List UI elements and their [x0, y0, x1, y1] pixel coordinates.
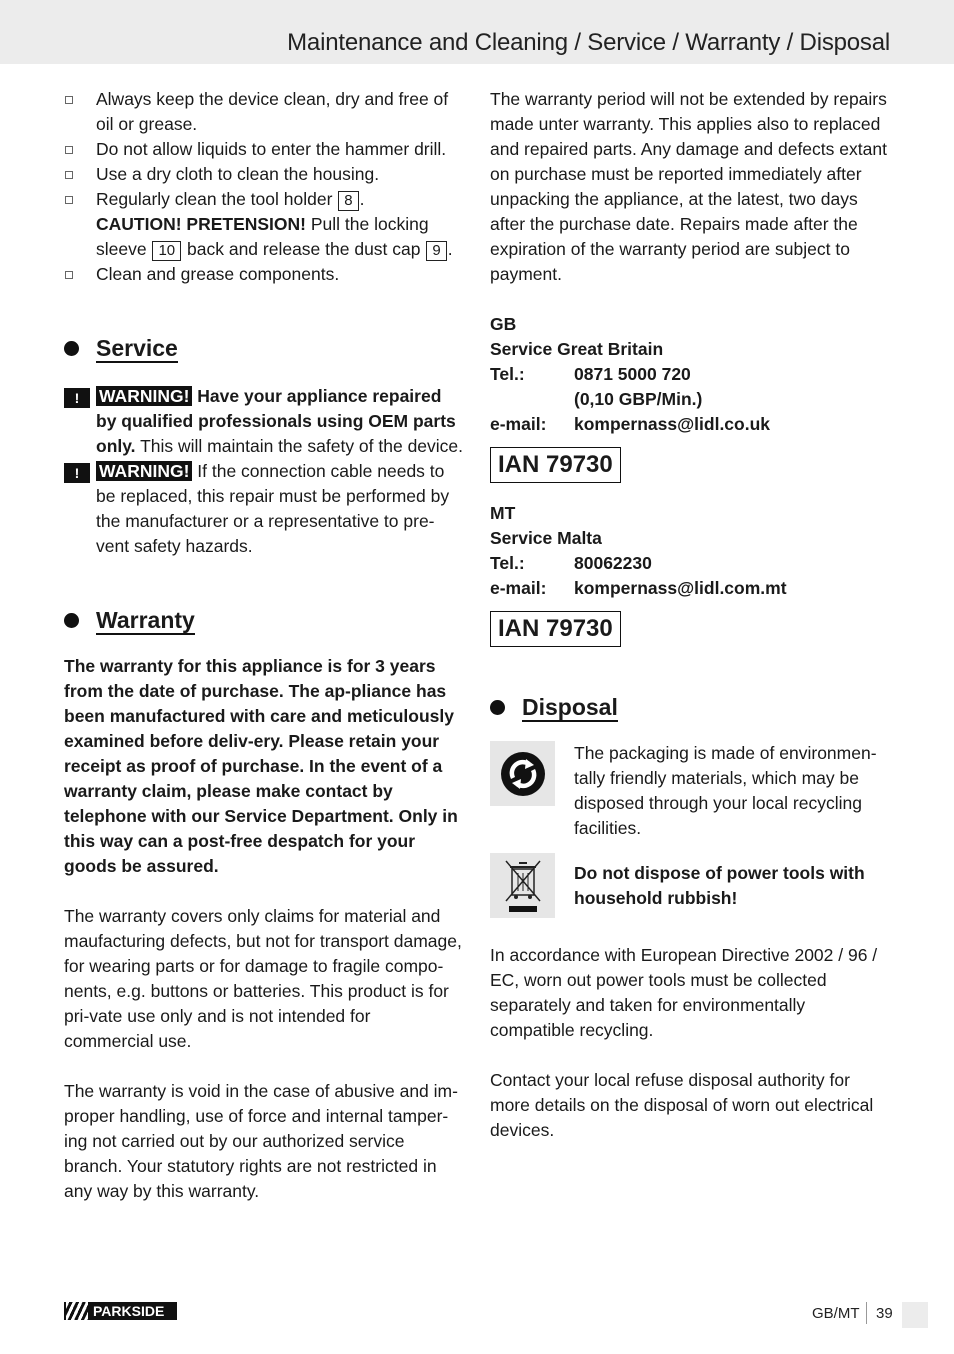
phone-number: 80062230 — [574, 553, 652, 573]
country-code: MT — [490, 503, 516, 523]
bin-warning-text: Do not dispose of power tools with household rubbish! — [574, 863, 865, 908]
bullet-dot-icon — [490, 700, 505, 715]
directive-text: In accordance with European Directive 2002 / 96 / EC, worn out power tools must be collected separately and taken for environmentally compatible recycling. — [490, 945, 878, 1040]
warning-block — [64, 459, 464, 559]
list-item — [64, 87, 464, 137]
heading-text: Disposal — [522, 694, 618, 720]
page-number: 39 — [876, 1305, 893, 1322]
punctuation: . — [447, 239, 453, 259]
section-heading-warranty — [64, 604, 464, 636]
warning-bold-text: Have your appliance repaired by qualified professionals using OEM parts only. — [96, 386, 456, 456]
footer-divider — [866, 1302, 867, 1324]
email-address: kompernass@lidl.co.uk — [574, 414, 771, 434]
warning-triangle-icon: ! — [64, 388, 90, 408]
email-row — [490, 576, 892, 601]
warranty-terms-bold: The warranty for this appliance is for 3 years from the date of purchase. The ap-pliance has been manufactured with care and meticulously examined before deliv-ery. Please retain your receipt as proof of purchase. In the event of a warranty claim, please make contact by telephone with our Service Department. Only in this way can a post-free despatch for your goods be assured. — [64, 656, 458, 876]
caution-text: Pull the locking sleeve — [96, 214, 429, 259]
checkbox-bullet-icon — [65, 171, 73, 179]
warning-label: WARNING! — [96, 386, 192, 406]
email-row — [490, 412, 892, 437]
punctuation: . — [359, 189, 365, 209]
locale-label: GB/MT — [812, 1305, 860, 1322]
checkbox-bullet-icon — [65, 96, 73, 104]
warning-triangle-icon: ! — [64, 463, 90, 483]
ian-number: IAN 79730 — [490, 447, 621, 483]
phone-row — [490, 551, 892, 576]
checkbox-bullet-icon — [65, 196, 73, 204]
warning-block — [64, 384, 464, 459]
page-title: Maintenance and Cleaning / Service / Warranty / Disposal — [287, 29, 890, 56]
phone-rate: (0,10 GBP/Min.) — [574, 389, 703, 409]
warranty-coverage-text: The warranty covers only claims for material and maufacturing defects, but not for transport damage, for wearing parts or for damage to fragile compo-nents, e.g. buttons or batteries. This product is for pri-vate use only and is not intended for commercial use. — [64, 906, 462, 1051]
ian-number: IAN 79730 — [490, 611, 621, 647]
email-address: kompernass@lidl.com.mt — [574, 578, 787, 598]
list-item — [64, 187, 464, 212]
crossed-bin-icon — [490, 853, 555, 918]
bin-row — [490, 853, 892, 918]
part-number: 9 — [426, 241, 446, 261]
service-name: Service Great Britain — [490, 339, 664, 359]
email-label: e-mail: — [490, 578, 547, 598]
bullet-dot-icon — [64, 613, 79, 628]
phone-label: Tel.: — [490, 553, 525, 573]
warning-text: This will maintain the safety of the device. — [135, 436, 464, 456]
phone-row — [490, 362, 892, 387]
phone-rate-row — [490, 387, 892, 412]
bullet-text: Always keep the device clean, dry and free of oil or grease. — [96, 89, 449, 134]
list-item — [64, 262, 464, 287]
part-number: 8 — [338, 191, 358, 211]
contact-mt — [490, 501, 892, 647]
service-name: Service Malta — [490, 528, 602, 548]
page-tab — [902, 1302, 928, 1328]
caution-text: back and release the dust cap — [182, 239, 426, 259]
section-heading-service — [64, 332, 464, 364]
authority-text: Contact your local refuse disposal authority for more details on the disposal of worn out electrical devices. — [490, 1070, 874, 1140]
phone-number: 0871 5000 720 — [574, 364, 691, 384]
email-label: e-mail: — [490, 414, 547, 434]
part-number: 10 — [152, 241, 181, 261]
right-column — [490, 87, 892, 1143]
heading-text: Service — [96, 335, 178, 361]
warranty-period-text: The warranty period will not be extended by repairs made unter warranty. This applies also to replaced and repaired parts. Any damage and defects extant on purchase must be reported immediately after unpacking the appliance, at the latest, two days after the purchase date. Repairs made after the expiration of the warranty period are subject to payment. — [490, 89, 887, 284]
warranty-void-text: The warranty is void in the case of abusive and im-proper handling, use of force and internal tamper-ing not carried out by our authorized service branch. Your statutory rights are not restricted in any way by this warranty. — [64, 1081, 458, 1201]
green-dot-recycling-icon — [490, 741, 555, 806]
phone-label: Tel.: — [490, 364, 525, 384]
bullet-text: Do not allow liquids to enter the hammer drill. — [96, 139, 447, 159]
list-item — [64, 137, 464, 162]
heading-text: Warranty — [96, 607, 195, 633]
warning-label: WARNING! — [96, 461, 192, 481]
caution-note — [64, 212, 464, 262]
brand-stripes-icon — [66, 1302, 88, 1320]
brand-name: PARKSIDE — [93, 1303, 165, 1319]
parkside-logo — [64, 1302, 177, 1320]
bullet-dot-icon — [64, 341, 79, 356]
checkbox-bullet-icon — [65, 146, 73, 154]
bullet-text: Regularly clean the tool holder — [96, 189, 333, 209]
left-column — [64, 87, 464, 1204]
country-code: GB — [490, 314, 517, 334]
recycling-text: The packaging is made of environmen-tally friendly materials, which may be disposed through your local recycling facilities. — [574, 743, 877, 838]
contact-gb — [490, 312, 892, 483]
bullet-text: Use a dry cloth to clean the housing. — [96, 164, 380, 184]
warning-text: If the connection cable needs to be replaced, this repair must be performed by the manufacturer or a representative to pre-vent safety hazards. — [96, 461, 450, 556]
page-header — [0, 0, 954, 64]
list-item — [64, 162, 464, 187]
bullet-text: Clean and grease components. — [96, 264, 340, 284]
checkbox-bullet-icon — [65, 271, 73, 279]
caution-label: CAUTION! PRETENSION! — [96, 214, 306, 234]
section-heading-disposal — [490, 691, 892, 723]
recycling-row — [490, 741, 892, 841]
